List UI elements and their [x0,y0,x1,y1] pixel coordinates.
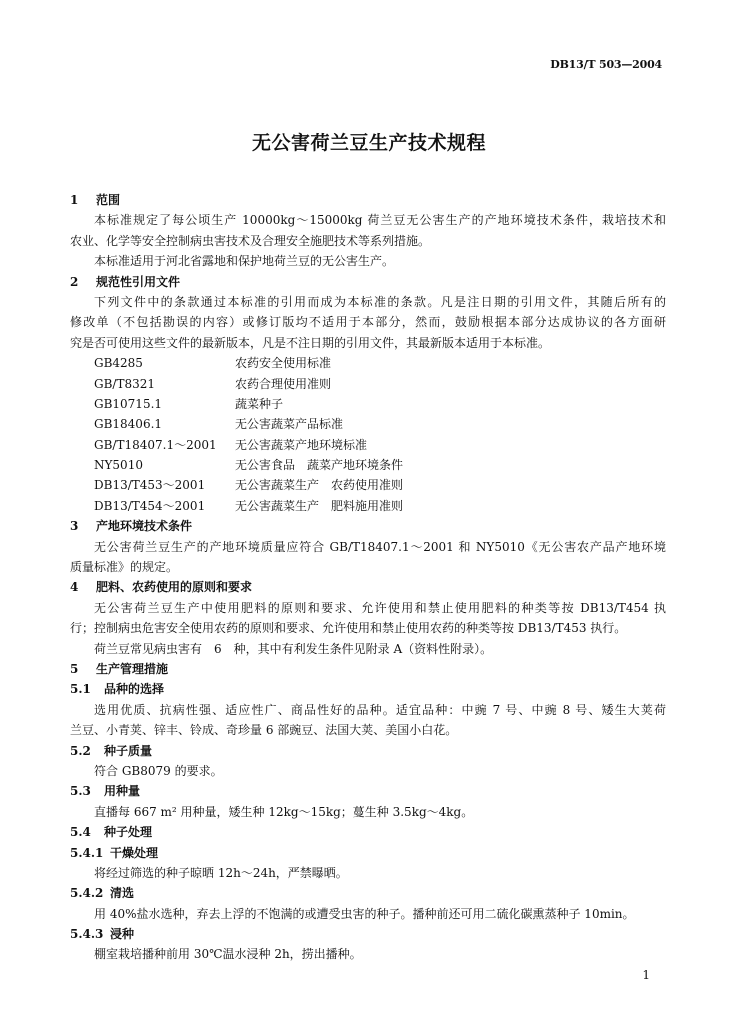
reference-code: GB4285 [94,356,143,371]
reference-title: 无公害蔬菜生产 肥料施用准则 [235,498,404,513]
section-title: 产地环境技术条件 [96,519,193,534]
section-number: 5.4.2 [70,886,104,901]
section-number: 5.4 [70,825,91,840]
reference-item [70,435,666,455]
paragraph-line: 无公害荷兰豆生产中使用肥料的原则和要求、允许使用和禁止使用肥料的种类等按 DB13/T454 执 [94,600,666,615]
paragraph-line: 兰豆、小青荚、锌丰、铃成、奇珍量 6 部豌豆、法国大荚、美国小白花。 [70,723,458,738]
reference-title: 无公害蔬菜产地环境标准 [235,437,368,452]
reference-code: NY5010 [94,458,143,473]
subsection-5-4-3-heading [70,924,666,944]
subsection-5-2-heading [70,741,666,761]
section-3-heading [70,516,666,536]
section-title: 种子处理 [104,825,153,840]
paragraph-line: 选用优质、抗病性强、适应性广、商品性好的品种。适宜品种：中豌 7 号、中豌 8 号、矮生大荚荷 [94,702,666,717]
section-title: 规范性引用文件 [96,274,181,289]
section-number: 4 [70,580,79,595]
reference-item [70,455,666,475]
section-number: 5.1 [70,682,91,697]
paragraph-line: 农业、化学等安全控制病虫害技术及合理安全施肥技术等系列措施。 [70,233,431,248]
section-title: 用种量 [104,784,141,799]
subsection-5-4-heading [70,822,666,842]
reference-title: 农药安全使用标准 [235,356,332,371]
reference-title: 蔬菜种子 [235,396,284,411]
reference-code: DB13/T453～2001 [94,478,206,493]
page-number: 1 [642,968,650,982]
reference-code: GB18406.1 [94,417,163,432]
section-number: 5.4.1 [70,845,104,860]
section-title: 清选 [110,886,135,901]
paragraph-line: 用 40%盐水选种，弃去上浮的不饱满的或遭受虫害的种子。播种前还可用二硫化碳熏蒸种子 10min。 [94,906,635,921]
reference-item [70,414,666,434]
reference-item [70,475,666,495]
paragraph-line: 本标准适用于河北省露地和保护地荷兰豆的无公害生产。 [94,254,395,269]
reference-title: 农药合理使用准则 [235,376,332,391]
paragraph-line: 行；控制病虫危害安全使用农药的原则和要求、允许使用和禁止使用农药的种类等按 DB13/T453 执行。 [70,621,627,636]
section-number: 5.3 [70,784,91,799]
reference-item [70,496,666,516]
section-5-heading [70,659,666,679]
reference-code: GB/T8321 [94,376,155,391]
reference-title: 无公害食品 蔬菜产地环境条件 [235,458,404,473]
reference-title: 无公害蔬菜生产 农药使用准则 [235,478,404,493]
section-number: 1 [70,193,79,207]
section-4-heading [70,577,666,597]
section-title: 浸种 [110,927,135,942]
document-body [70,190,666,965]
paragraph-line: 本标准规定了每公顷生产 10000kg～15000kg 荷兰豆无公害生产的产地环境技术条件，栽培技术和 [94,213,666,228]
paragraph-line: 究是否可使用这些文件的最新版本，凡是不注日期的引用文件，其最新版本适用于本标准。 [70,335,551,350]
section-number: 5.4.3 [70,927,104,942]
paragraph-line: 棚室栽培播种前用 30℃温水浸种 2h，捞出播种。 [94,947,362,962]
section-number: 3 [70,519,79,534]
section-2-heading [70,272,666,292]
reference-title: 无公害蔬菜产品标准 [235,417,344,432]
paragraph-line: 修改单（不包括勘误的内容）或修订版均不适用于本部分，然而，鼓励根据本部分达成协议的各方面研 [70,315,666,330]
paragraph-line: 直播每 667 m² 用种量，矮生种 12kg～15kg；蔓生种 3.5kg～4kg。 [94,804,474,819]
paragraph-line: 将经过筛选的种子晾晒 12h～24h，严禁曝晒。 [94,865,348,880]
section-number: 5.2 [70,743,91,758]
section-title: 干燥处理 [110,845,159,860]
subsection-5-3-heading [70,781,666,801]
subsection-5-4-2-heading [70,883,666,903]
document-title: 无公害荷兰豆生产技术规程 [251,132,486,154]
paragraph-line: 荷兰豆常见病虫害有 6 种，其中有利发生条件见附录 A（资料性附录）。 [94,641,493,656]
section-number: 5 [70,661,79,676]
paragraph-line: 质量标准》的规定。 [70,560,179,575]
section-title: 肥料、农药使用的原则和要求 [96,580,253,595]
reference-code: GB/T18407.1～2001 [94,437,217,452]
reference-code: GB10715.1 [94,396,163,411]
paragraph-line: 无公害荷兰豆生产的产地环境质量应符合 GB/T18407.1～2001 和 NY5010《无公害农产品产地环境 [94,539,666,554]
section-title: 生产管理措施 [96,661,169,676]
section-title: 种子质量 [104,743,153,758]
section-number: 2 [70,274,79,289]
paragraph-line: 下列文件中的条款通过本标准的引用而成为本标准的条款。凡是注日期的引用文件，其随后所有的 [94,294,666,309]
subsection-5-4-1-heading [70,843,666,863]
document-code: DB13/T 503—2004 [550,58,662,71]
reference-item [70,353,666,373]
reference-code: DB13/T454～2001 [94,498,206,513]
reference-item [70,374,666,394]
subsection-5-1-heading [70,679,666,699]
section-title: 范围 [96,193,121,207]
section-1-heading [70,190,666,210]
section-title: 品种的选择 [104,682,165,697]
reference-item [70,394,666,414]
paragraph-line: 符合 GB8079 的要求。 [94,763,223,778]
